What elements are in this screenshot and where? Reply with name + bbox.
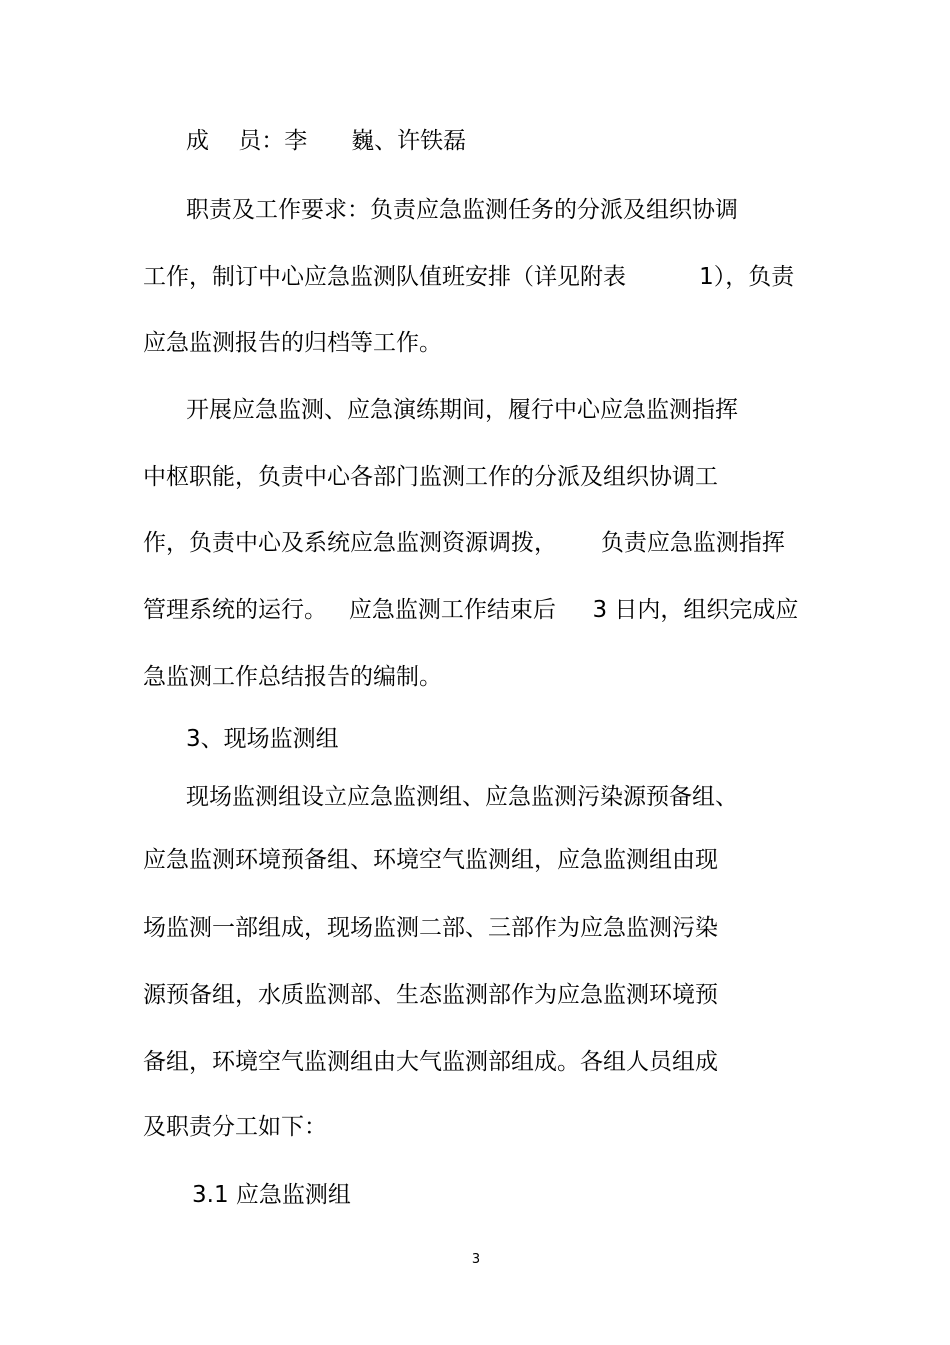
subsection-heading: 3.1 应急监测组	[192, 1182, 351, 1208]
text-line: 中枢职能，负责中心各部门监测工作的分派及组织协调工	[143, 464, 718, 490]
text-line: 源预备组，水质监测部、生态监测部作为应急监测环境预	[143, 982, 718, 1008]
text-line: 场监测一部组成，现场监测二部、三部作为应急监测污染	[143, 915, 718, 941]
text-line: 及职责分工如下：	[143, 1114, 327, 1140]
text-line: 工作，制订中心应急监测队值班安排（详见附表 1），负责	[143, 264, 795, 290]
page-number: 3	[471, 1252, 481, 1267]
text-line: 开展应急监测、应急演练期间，履行中心应急监测指挥	[186, 397, 738, 423]
text-line: 管理系统的运行。 应急监测工作结束后 3 日内，组织完成应	[143, 597, 799, 623]
text-line: 作，负责中心及系统应急监测资源调拨， 负责应急监测指挥	[143, 530, 785, 556]
section-heading: 3、现场监测组	[186, 726, 339, 752]
text-line: 应急监测环境预备组、环境空气监测组，应急监测组由现	[143, 847, 718, 873]
text-line-members: 成 员：李 巍、许铁磊	[186, 128, 467, 154]
text-line: 应急监测报告的归档等工作。	[143, 330, 442, 356]
text-line-duties: 职责及工作要求：负责应急监测任务的分派及组织协调	[186, 197, 738, 223]
text-line: 备组，环境空气监测组由大气监测部组成。各组人员组成	[143, 1049, 718, 1075]
text-line: 现场监测组设立应急监测组、应急监测污染源预备组、	[186, 784, 738, 810]
text-line: 急监测工作总结报告的编制。	[143, 664, 442, 690]
